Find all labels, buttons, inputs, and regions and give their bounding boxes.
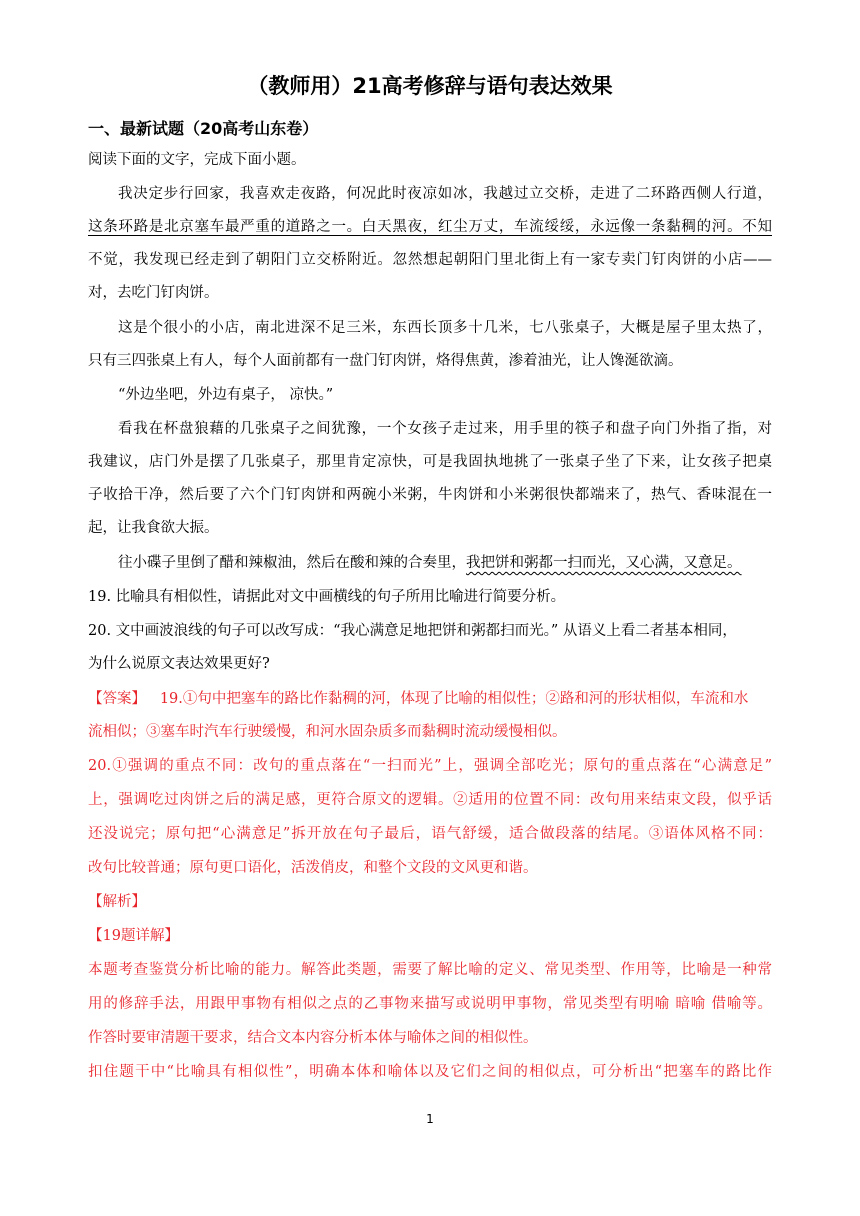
analysis-line: 扣住题干中“比喻具有相似性”，明确本体和喻体以及它们之间的相似点，可分析出“把塞车的路比作 bbox=[88, 1064, 772, 1080]
answer-20-line: 改句比较普通；原句更口语化，活泼俏皮，和整个文段的文风更和谐。 bbox=[88, 860, 538, 876]
passage-line: 子收拾干净，然后要了六个门钉肉饼和两碗小米粥，牛肉饼和小米粥很快都端来了，热气、香味混在一 bbox=[88, 487, 772, 503]
passage-dialogue: “外边坐吧，外边有桌子， 凉快。” bbox=[118, 387, 334, 403]
passage-line bbox=[118, 553, 742, 573]
passage-text: 往小碟子里倒了醋和辣椒油，然后在酸和辣的合奏里， bbox=[118, 555, 466, 571]
passage-line: 看我在杯盘狼藉的几张桌子之间犹豫，一个女孩子走过来，用手里的筷子和盘子向门外指了指，对 bbox=[118, 421, 772, 437]
page-number: 1 bbox=[426, 1112, 434, 1126]
instruction-text: 阅读下面的文字，完成下面小题。 bbox=[88, 152, 306, 168]
passage-line bbox=[88, 217, 772, 237]
passage-line: 只有三四张桌上有人，每个人面前都有一盘门钉肉饼，烙得焦黄，渗着油光，让人馋涎欲滴。 bbox=[88, 353, 683, 369]
question-20: 20. 文中画波浪线的句子可以改写成：“我心满意足地把饼和粥都扫而光。” 从语义上看二者基本相同， bbox=[88, 623, 737, 639]
answer-label: 【答案】 bbox=[88, 691, 146, 707]
answer-19-cont: 流相似；③塞车时汽车行驶缓慢，和河水固杂质多而黏稠时流动缓慢相似。 bbox=[88, 724, 567, 740]
passage-line: 起，让我食欲大振。 bbox=[88, 520, 219, 536]
answer-20-line: 还没说完；原句把“心满意足”拆开放在句子最后，语气舒缓，适合做段落的结尾。③语体风格不同： bbox=[88, 826, 772, 842]
analysis-sub-label: 【19题详解】 bbox=[88, 928, 179, 944]
analysis-line: 用的修辞手法，用跟甲事物有相似之点的乙事物来描写或说明甲事物，常见类型有明喻 暗喻 借喻等。 bbox=[88, 996, 772, 1012]
passage-line: 我建议，店门外是摆了几张桌子，那里肯定凉快，可是我固执地挑了一张桌子坐了下来，让女孩子把桌 bbox=[88, 454, 772, 470]
passage-wavy-text: 我把饼和粥都一扫而光，又心满，又意足。 bbox=[466, 555, 742, 571]
question-20-cont: 为什么说原文表达效果更好? bbox=[88, 656, 270, 672]
answer-19-line bbox=[88, 689, 748, 709]
answer-20-line: 20.①强调的重点不同：改句的重点落在“一扫而光”上，强调全部吃光；原句的重点落在“心满意足” bbox=[88, 758, 772, 774]
passage-line: 不觉，我发现已经走到了朝阳门立交桥附近。忽然想起朝阳门里北街上有一家专卖门钉肉饼的小店—— bbox=[88, 252, 772, 268]
passage-line: 我决定步行回家，我喜欢走夜路，何况此时夜凉如冰，我越过立交桥，走进了二环路西侧人行道， bbox=[118, 186, 772, 202]
answer-20-line: 上，强调吃过肉饼之后的满足感，更符合原文的逻辑。②适用的位置不同：改句用来结束文段，似乎话 bbox=[88, 792, 772, 808]
answer-19-text: 19.①句中把塞车的路比作黏稠的河，体现了比喻的相似性；②路和河的形状相似，车流和水 bbox=[159, 691, 749, 707]
section-heading: 一、最新试题（20高考山东卷） bbox=[88, 119, 319, 138]
analysis-label: 【解析】 bbox=[88, 894, 146, 910]
analysis-line: 作答时要审清题干要求，结合文本内容分析本体与喻体之间的相似性。 bbox=[88, 1030, 538, 1046]
document-title: （教师用）21高考修辞与语句表达效果 bbox=[247, 74, 613, 98]
analysis-line: 本题考查鉴赏分析比喻的能力。解答此类题，需要了解比喻的定义、常见类型、作用等，比喻是一种常 bbox=[88, 962, 772, 978]
question-19: 19. 比喻具有相似性，请据此对文中画横线的句子所用比喻进行简要分析。 bbox=[88, 589, 566, 605]
passage-line: 对，去吃门钉肉饼。 bbox=[88, 285, 219, 301]
passage-line: 这是个很小的小店，南北进深不足三米，东西长顶多十几米，七八张桌子，大概是屋子里太热了， bbox=[118, 320, 772, 336]
passage-underlined-text: 这条环路是北京塞车最严重的道路之一。白天黑夜，红尘万丈，车流绥绥，永远像一条黏稠的河。不知 bbox=[88, 219, 772, 235]
